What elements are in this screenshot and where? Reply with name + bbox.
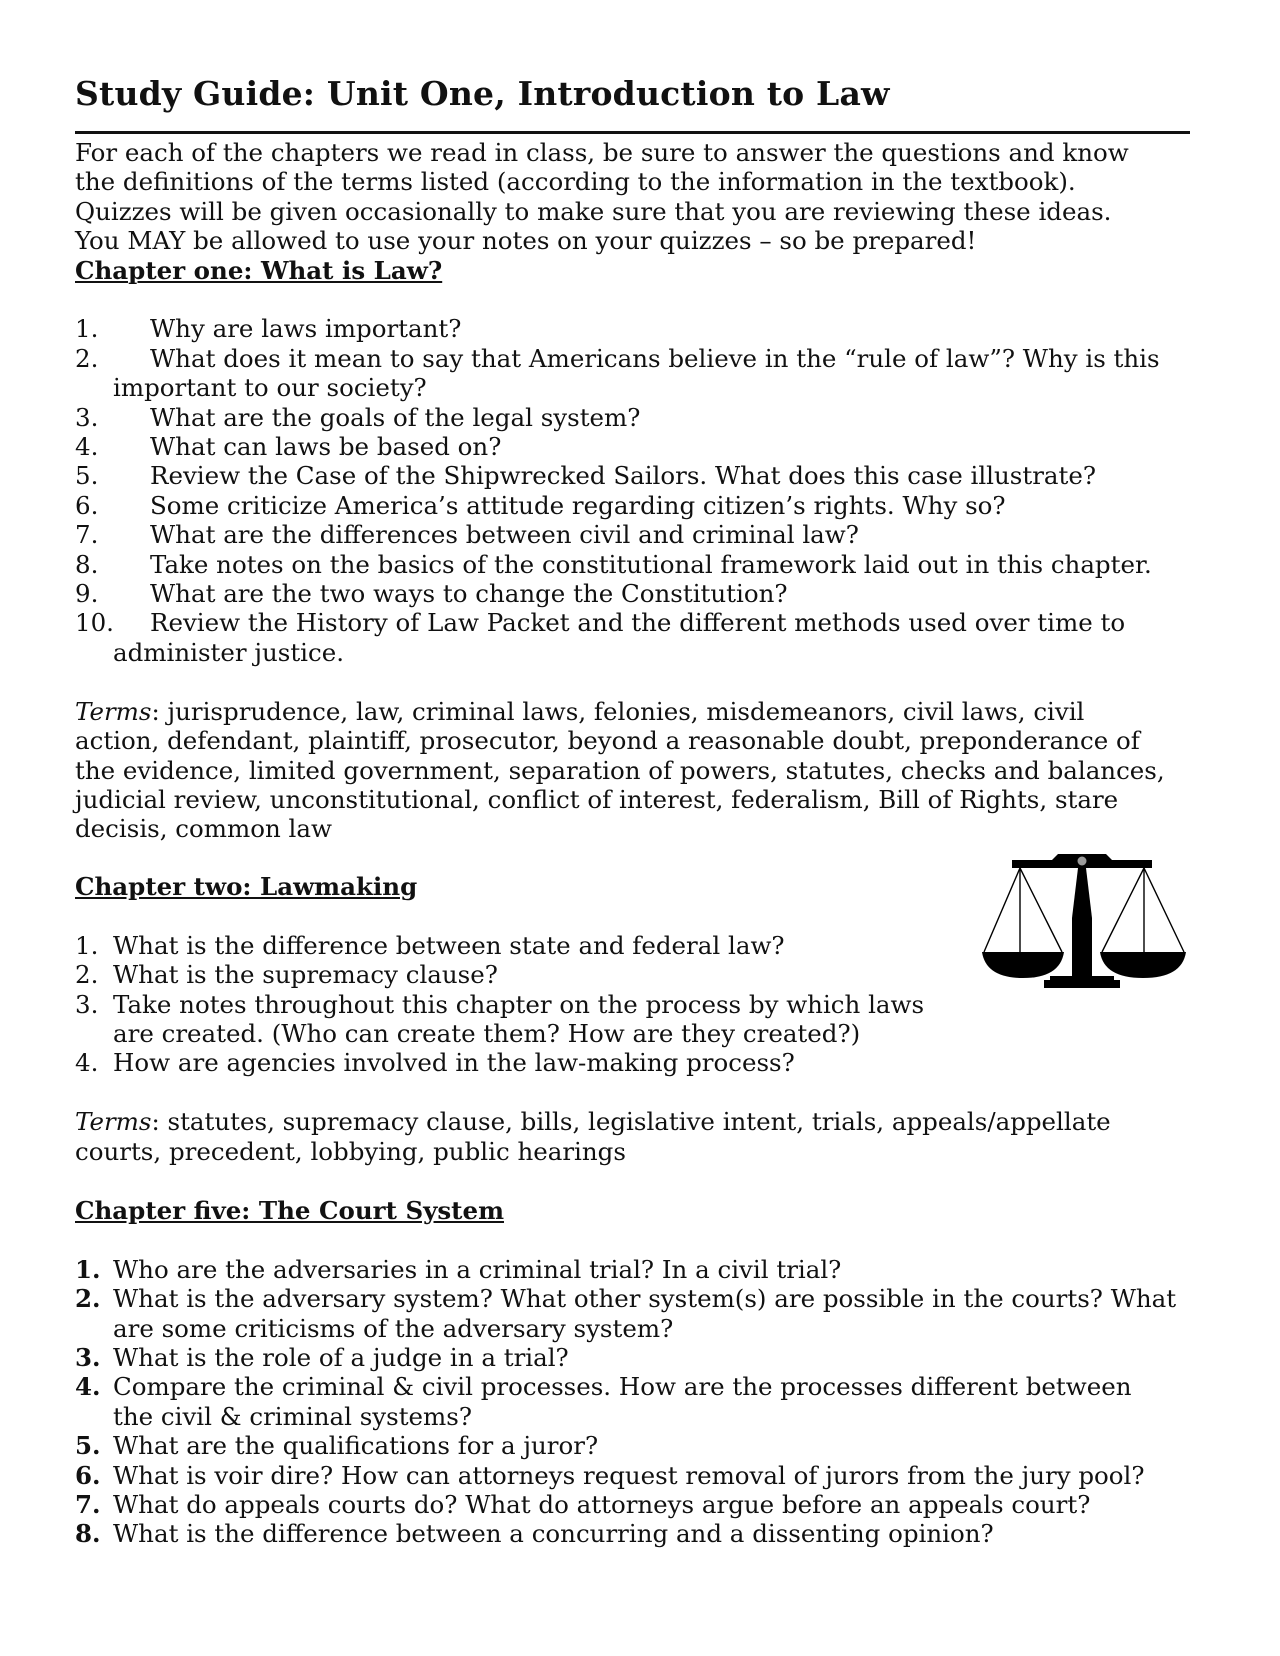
chapter-two-heading: Chapter two: Lawmaking	[75, 872, 418, 901]
question-text: Review the History of Law Packet and the different methods used over time to	[150, 608, 1126, 638]
question-text: What are the differences between civil and criminal law?	[150, 520, 859, 550]
item-number: 4.	[75, 1372, 101, 1402]
intro-line: the definitions of the terms listed (according to the information in the textbook).	[75, 167, 1076, 197]
question-continuation: important to our society?	[113, 373, 427, 403]
question-text: Review the Case of the Shipwrecked Sailors. What does this case illustrate?	[150, 461, 1097, 491]
chapter-one-section	[75, 138, 1215, 844]
item-number: 8.	[75, 549, 99, 579]
scales-of-justice-icon	[978, 848, 1190, 1008]
terms-line: decisis, common law	[75, 814, 332, 844]
list-item	[75, 344, 1215, 403]
item-number: 5.	[75, 461, 99, 491]
list-item	[75, 1284, 1215, 1343]
item-number: 3.	[75, 402, 99, 432]
terms-line	[75, 1107, 1215, 1136]
terms-line: courts, precedent, lobbying, public hearings	[75, 1136, 626, 1166]
item-number: 7.	[75, 520, 99, 550]
question-continuation: administer justice.	[113, 637, 345, 667]
item-number: 1.	[75, 1254, 101, 1284]
question-text: Some criticize America’s attitude regarding citizen’s rights. Why so?	[150, 490, 1006, 520]
list-item	[75, 1372, 1215, 1431]
item-number: 2.	[75, 343, 99, 373]
item-number: 4.	[75, 1048, 99, 1078]
page-title: Study Guide: Unit One, Introduction to Law	[75, 74, 890, 113]
item-number: 2.	[75, 960, 99, 990]
question-text: Who are the adversaries in a criminal trial? In a civil trial?	[113, 1254, 842, 1284]
question-text: What are the two ways to change the Constitution?	[150, 579, 788, 609]
item-number: 2.	[75, 1284, 101, 1314]
item-number: 3.	[75, 1343, 101, 1373]
question-continuation: are some criticisms of the adversary system?	[113, 1313, 674, 1343]
terms-label: Terms	[75, 696, 152, 726]
list-item	[75, 403, 1215, 432]
chapter-one-heading: Chapter one: What is Law?	[75, 255, 443, 285]
question-text: What can laws be based on?	[150, 432, 502, 462]
item-number: 9.	[75, 579, 99, 609]
intro-line: You MAY be allowed to use your notes on your quizzes – so be prepared!	[75, 226, 977, 256]
question-text: What does it mean to say that Americans believe in the “rule of law”? Why is this	[150, 343, 1160, 373]
question-text: What do appeals courts do? What do attorneys argue before an appeals court?	[113, 1490, 1091, 1520]
question-text: What is the supremacy clause?	[113, 960, 498, 990]
question-text: What are the qualifications for a juror?	[113, 1431, 599, 1461]
list-item	[75, 1255, 1215, 1284]
item-number: 1.	[75, 930, 99, 960]
question-text: Take notes throughout this chapter on the process by which laws	[113, 989, 925, 1019]
terms-line: judicial review, unconstitutional, conflict of interest, federalism, Bill of Rights, stare	[75, 784, 1119, 814]
list-item	[75, 432, 1215, 461]
item-number: 7.	[75, 1490, 101, 1520]
terms-line: the evidence, limited government, separation of powers, statutes, checks and balances,	[75, 755, 1165, 785]
list-item	[75, 1431, 1215, 1460]
question-text: How are agencies involved in the law-making process?	[113, 1048, 795, 1078]
item-number: 8.	[75, 1519, 101, 1549]
item-number: 5.	[75, 1431, 101, 1461]
title-divider	[75, 131, 1190, 134]
item-number: 6.	[75, 490, 99, 520]
chapter-five-section	[75, 1196, 1215, 1549]
question-text: What is the difference between a concurring and a dissenting opinion?	[113, 1519, 994, 1549]
list-item	[75, 461, 1215, 490]
list-item	[75, 1048, 1215, 1077]
question-text: What is voir dire? How can attorneys request removal of jurors from the jury pool?	[113, 1460, 1145, 1490]
question-text: What is the role of a judge in a trial?	[113, 1343, 569, 1373]
list-item	[75, 1490, 1215, 1519]
terms-text: : statutes, supremacy clause, bills, legislative intent, trials, appeals/appellate	[151, 1107, 1111, 1137]
chapter-five-heading: Chapter five: The Court System	[75, 1196, 504, 1225]
list-item	[75, 1343, 1215, 1372]
question-text: What is the difference between state and federal law?	[113, 930, 785, 960]
intro-line: Quizzes will be given occasionally to make sure that you are reviewing these ideas.	[75, 196, 1112, 226]
list-item	[75, 491, 1215, 520]
terms-line	[75, 697, 1215, 726]
intro-line: For each of the chapters we read in class, be sure to answer the questions and know	[75, 138, 1129, 167]
terms-text: : jurisprudence, law, criminal laws, felonies, misdemeanors, civil laws, civil	[151, 696, 1085, 726]
list-item	[75, 520, 1215, 549]
question-continuation: the civil & criminal systems?	[113, 1401, 472, 1431]
question-text: Take notes on the basics of the constitutional framework laid out in this chapter.	[150, 549, 1152, 579]
item-number: 3.	[75, 989, 99, 1019]
question-text: Compare the criminal & civil processes. How are the processes different between	[113, 1372, 1132, 1402]
item-number: 6.	[75, 1460, 101, 1490]
list-item	[75, 314, 1215, 343]
question-text: Why are laws important?	[150, 314, 462, 344]
terms-label: Terms	[75, 1107, 152, 1137]
question-text: What is the adversary system? What other system(s) are possible in the courts? What	[113, 1284, 1177, 1314]
list-item	[75, 608, 1215, 667]
item-number: 1.	[75, 314, 99, 344]
question-continuation: are created. (Who can create them? How are they created?)	[113, 1019, 861, 1049]
list-item	[75, 579, 1215, 608]
list-item	[75, 1519, 1215, 1548]
terms-line: action, defendant, plaintiff, prosecutor, beyond a reasonable doubt, preponderance of	[75, 726, 1140, 756]
list-item	[75, 1461, 1215, 1490]
question-text: What are the goals of the legal system?	[150, 402, 641, 432]
item-number: 4.	[75, 432, 99, 462]
list-item	[75, 550, 1215, 579]
item-number: 10.	[75, 608, 114, 638]
